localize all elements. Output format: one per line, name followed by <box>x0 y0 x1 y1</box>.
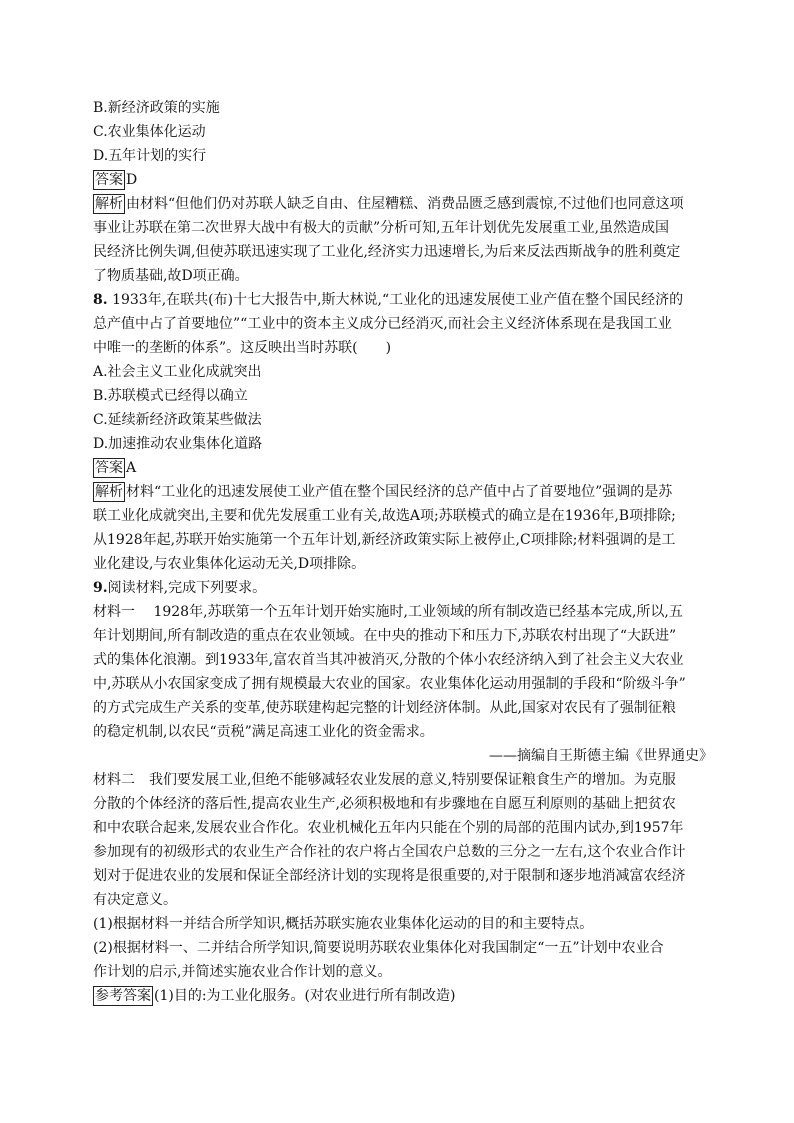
analysis-label: 解析 <box>95 196 123 212</box>
q9-material2-line-4: 参加现有的初级形式的农业生产合作社的农户将占全国农户总数的三分之一左右,这个农业合作计 <box>93 844 686 860</box>
q9-material1-line-4: 中,苏联从小农国家变成了拥有规模最大农业的国家。农业集体化运动用强制的手段和“阶级斗争” <box>93 676 686 692</box>
stem-text: 阅读材料,完成下列要求。 <box>107 580 267 596</box>
q8-option-a: A.社会主义工业化成就突出 <box>93 364 262 380</box>
q7-option-b: B.新经济政策的实施 <box>93 100 220 116</box>
q9-material1-line-3: 式的集体化浪潮。到1933年,富农首当其冲被消灭,分散的个体小农经济纳入到了社会主义大农业 <box>93 652 684 668</box>
answer-value: A <box>126 460 137 476</box>
answer-label: 答案 <box>95 172 123 188</box>
q8-analysis-line-1 <box>93 480 672 504</box>
q9-requirement-2-line-2: 作计划的启示,并简述实施农业合作计划的意义。 <box>93 964 392 980</box>
answer-label: 答案 <box>95 460 123 476</box>
q7-answer <box>93 168 137 192</box>
q8-stem-line-3: 中唯一的垄断的体系”。这反映出当时苏联( ) <box>93 340 392 356</box>
q9-material1-line-5: 的方式完成生产关系的变革,使苏联建构起完整的计划经济体制。从此,国家对农民有了强制征粮 <box>93 700 676 716</box>
q7-analysis-line-4: 了物质基础,故D项正确。 <box>93 268 249 284</box>
analysis-text: 材料“工业化的迅速发展使工业产值在整个国民经济的总产值中占了首要地位”强调的是苏 <box>126 484 673 500</box>
question-number: 9. <box>93 580 108 596</box>
q7-option-c: C.农业集体化运动 <box>93 124 206 140</box>
q7-analysis-line-3: 民经济比例失调,但使苏联迅速实现了工业化,经济实力迅速增长,为后来反法西斯战争的胜利奠定 <box>93 244 681 260</box>
reference-answer-text: (1)目的:为工业化服务。(对农业进行所有制改造) <box>154 988 456 1004</box>
q8-analysis-line-4: 业化建设,与农业集体化运动无关,D项排除。 <box>93 556 366 572</box>
q7-analysis-line-2: 事业让苏联在第二次世界大战中有极大的贡献”分析可知,五年计划优先发展重工业,虽然造成国 <box>93 220 670 236</box>
q9-material1-source: ——摘编自王斯德主编《世界通史》 <box>489 748 713 764</box>
q9-material2-line-5: 划对于促进农业的发展和保证全部经济计划的实现将是很重要的,对于限制和逐步地消减富农经济 <box>93 868 686 884</box>
q8-analysis-line-3: 从1928年起,苏联开始实施第一个五年计划,新经济政策实际上被停止,C项排除;材料强调的是工 <box>93 532 676 548</box>
q9-material1-line-6: 的稳定机制,以农民“贡税”满足高速工业化的资金需求。 <box>93 724 434 740</box>
q9-material2-line-3: 和中农联合起来,发展农业合作化。农业机械化五年内只能在个别的局部的范围内试办,到1957年 <box>93 820 684 836</box>
answer-value: D <box>126 172 138 188</box>
q7-analysis-line-1 <box>93 192 684 216</box>
q9-material2-line-1: 材料二 我们要发展工业,但绝不能够减轻农业发展的意义,特别要保证粮食生产的增加。为克服 <box>93 772 676 788</box>
q9-requirement-2-line-1: (2)根据材料一、二并结合所学知识,简要说明苏联农业集体化对我国制定“一五”计划中农业合 <box>93 940 664 956</box>
q9-material2-line-2: 分散的个体经济的落后性,提高农业生产,必须积极地和有步骤地在自愿互利原则的基础上把贫农 <box>93 796 676 812</box>
reference-answer-label: 参考答案 <box>95 988 151 1004</box>
q9-material2-line-6: 有决定意义。 <box>93 892 177 908</box>
q8-option-c: C.延续新经济政策某些做法 <box>93 412 262 428</box>
q8-option-b: B.苏联模式已经得以确立 <box>93 388 248 404</box>
q8-stem-line-2: 总产值中占了首要地位”“工业中的资本主义成分已经消灭,而社会主义经济体系现在是我国工业 <box>93 316 672 332</box>
q8-answer <box>93 456 136 480</box>
analysis-label: 解析 <box>95 484 123 500</box>
analysis-text: 由材料“但他们仍对苏联人缺乏自由、住屋糟糕、消费品匮乏感到震惊,不过他们也同意这项 <box>126 196 684 212</box>
q9-requirement-1: (1)根据材料一并结合所学知识,概括苏联实施农业集体化运动的目的和主要特点。 <box>93 916 594 932</box>
stem-text: 1933年,在联共(布)十七大报告中,斯大林说,“工业化的迅速发展使工业产值在整个国民经济的 <box>107 292 684 308</box>
q7-option-d: D.五年计划的实行 <box>93 148 207 164</box>
q8-analysis-line-2: 联工业化成就突出,主要和优先发展重工业有关,故选A项;苏联模式的确立是在1936年,B项排除; <box>93 508 676 524</box>
question-number: 8. <box>93 292 108 308</box>
q9-reference-answer <box>93 984 455 1008</box>
q8-option-d: D.加速推动农业集体化道路 <box>93 436 263 452</box>
q9-stem <box>93 576 266 600</box>
q9-material1-line-2: 年计划期间,所有制改造的重点在农业领域。在中央的推动下和压力下,苏联农村出现了“大跃进” <box>93 628 677 644</box>
q8-stem-line-1 <box>93 288 683 312</box>
q9-material1-line-1: 材料一 1928年,苏联第一个五年计划开始实施时,工业领域的所有制改造已经基本完成,所以,五 <box>93 604 683 620</box>
